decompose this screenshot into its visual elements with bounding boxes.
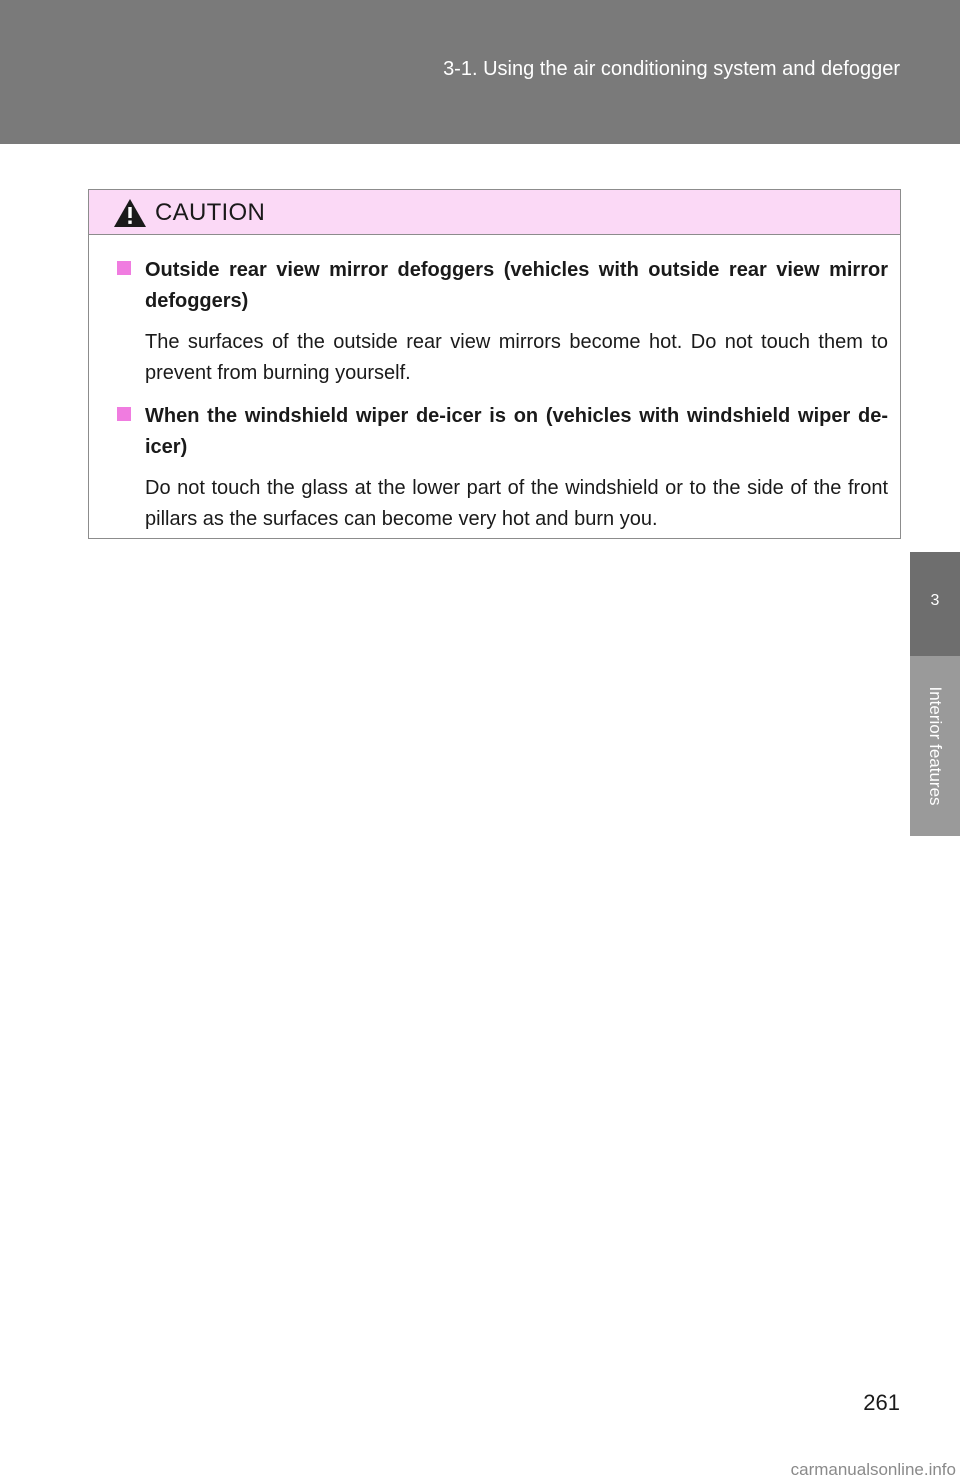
bullet-square-icon [117,261,131,275]
chapter-label: Interior features [926,686,945,806]
bullet-square-icon [117,407,131,421]
section-title: 3-1. Using the air conditioning system and defogger [443,58,900,80]
watermark: carmanualsonline.info [790,1460,956,1479]
caution-item [117,401,888,535]
caution-box [88,189,901,539]
caution-body [89,235,900,535]
chapter-label-strip [910,656,960,836]
caution-item-title: Outside rear view mirror defoggers (vehicles with outside rear view mirror defoggers) [145,259,888,312]
chapter-number: 3 [930,592,940,609]
warning-triangle-icon [113,198,147,228]
caution-item [117,255,888,389]
page-number: 261 [863,1390,900,1415]
caution-item-title: When the windshield wiper de-icer is on (vehicles with windshield wiper de-icer) [145,405,888,458]
page-header [0,0,960,144]
caution-header [89,190,900,235]
caution-item-text: The surfaces of the outside rear view mirrors become hot. Do not touch them to prevent from burning yourself. [145,331,888,384]
chapter-tab [910,552,960,656]
caution-item-text: Do not touch the glass at the lower part of the windshield or to the side of the front pillars as the surfaces can become very hot and burn you. [145,477,888,530]
caution-title: CAUTION [155,199,266,226]
